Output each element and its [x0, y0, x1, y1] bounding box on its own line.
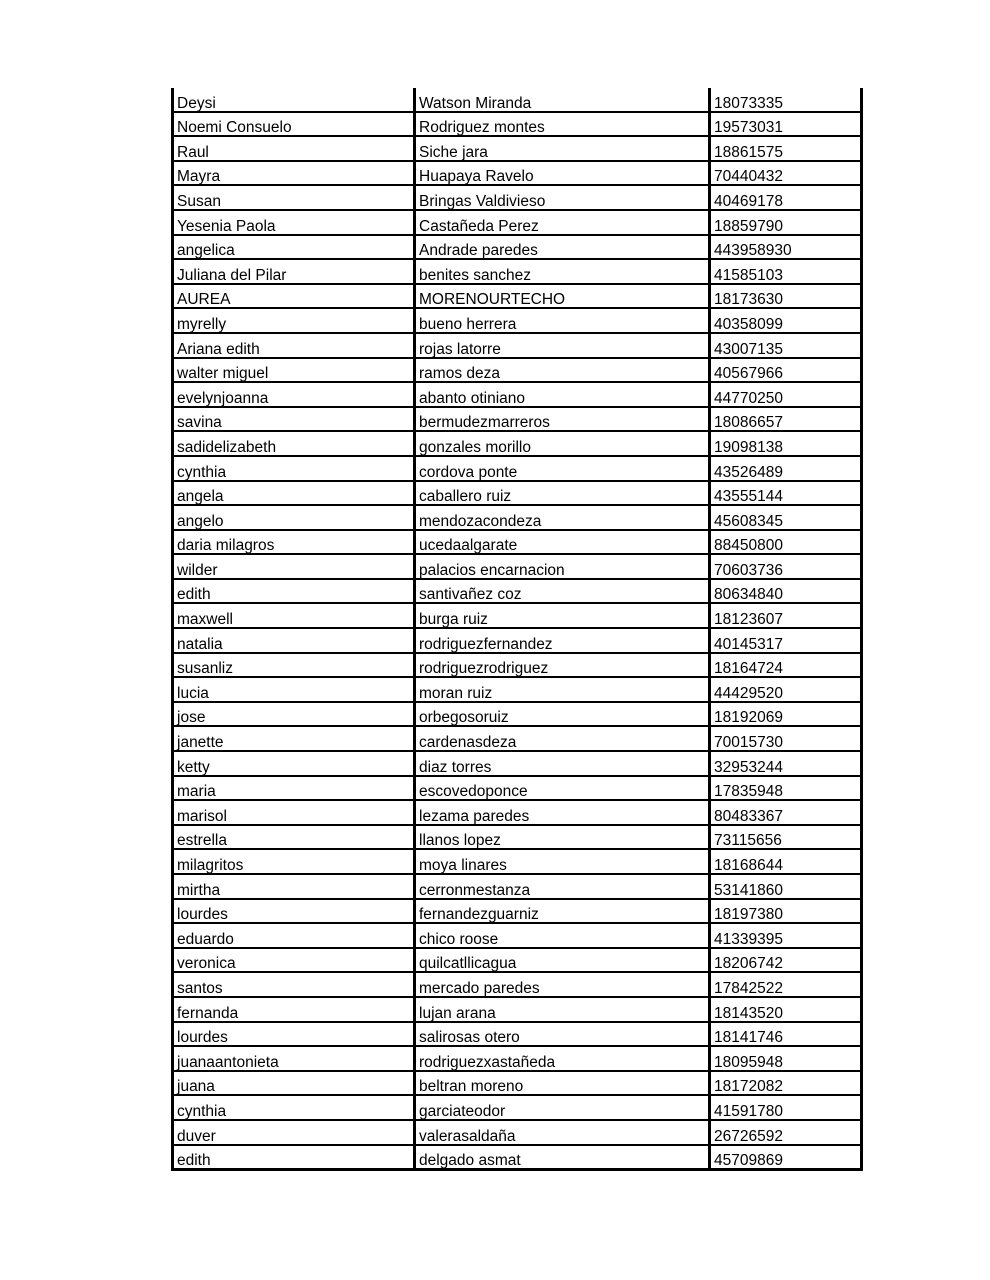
table-row	[173, 481, 862, 506]
last-name-cell: moya linares	[415, 849, 710, 874]
id-number-cell: 73115656	[710, 825, 862, 850]
first-name-cell: juana	[173, 1071, 415, 1096]
table-row	[173, 628, 862, 653]
table-row	[173, 185, 862, 210]
table-row	[173, 702, 862, 727]
last-name-cell: Huapaya Ravelo	[415, 161, 710, 186]
last-name-cell: rojas latorre	[415, 333, 710, 358]
last-name-cell: diaz torres	[415, 751, 710, 776]
id-number-cell: 18859790	[710, 210, 862, 235]
id-number-cell: 18197380	[710, 899, 862, 924]
first-name-cell: Yesenia Paola	[173, 210, 415, 235]
first-name-cell: susanliz	[173, 653, 415, 678]
id-number-cell: 18172082	[710, 1071, 862, 1096]
first-name-cell: AUREA	[173, 284, 415, 309]
table-row	[173, 407, 862, 432]
first-name-cell: juanaantonieta	[173, 1046, 415, 1071]
first-name-cell: milagritos	[173, 849, 415, 874]
table-row	[173, 382, 862, 407]
id-number-cell: 41585103	[710, 259, 862, 284]
last-name-cell: bueno herrera	[415, 308, 710, 333]
last-name-cell: ramos deza	[415, 358, 710, 383]
first-name-cell: estrella	[173, 825, 415, 850]
last-name-cell: Castañeda Perez	[415, 210, 710, 235]
first-name-cell: mirtha	[173, 874, 415, 899]
last-name-cell: llanos lopez	[415, 825, 710, 850]
first-name-cell: lourdes	[173, 1022, 415, 1047]
last-name-cell: beltran moreno	[415, 1071, 710, 1096]
first-name-cell: angelica	[173, 235, 415, 260]
records-table-body	[173, 88, 862, 1170]
table-row	[173, 1145, 862, 1170]
first-name-cell: Mayra	[173, 161, 415, 186]
id-number-cell: 40358099	[710, 308, 862, 333]
id-number-cell: 443958930	[710, 235, 862, 260]
last-name-cell: mercado paredes	[415, 972, 710, 997]
last-name-cell: delgado asmat	[415, 1145, 710, 1170]
id-number-cell: 41339395	[710, 923, 862, 948]
id-number-cell: 53141860	[710, 874, 862, 899]
first-name-cell: eduardo	[173, 923, 415, 948]
first-name-cell: savina	[173, 407, 415, 432]
first-name-cell: ketty	[173, 751, 415, 776]
id-number-cell: 19573031	[710, 112, 862, 137]
id-number-cell: 43555144	[710, 481, 862, 506]
id-number-cell: 40567966	[710, 358, 862, 383]
last-name-cell: Bringas Valdivieso	[415, 185, 710, 210]
first-name-cell: cynthia	[173, 1095, 415, 1120]
table-row	[173, 726, 862, 751]
first-name-cell: walter miguel	[173, 358, 415, 383]
id-number-cell: 44770250	[710, 382, 862, 407]
table-row	[173, 677, 862, 702]
id-number-cell: 45709869	[714, 1152, 783, 1170]
table-row	[173, 333, 862, 358]
last-name-cell: caballero ruiz	[415, 481, 710, 506]
last-name-cell: garciateodor	[415, 1095, 710, 1120]
id-number-cell: 18173630	[710, 284, 862, 309]
last-name-cell: cardenasdeza	[415, 726, 710, 751]
table-row	[173, 849, 862, 874]
id-number-cell: 18086657	[710, 407, 862, 432]
last-name-cell: gonzales morillo	[415, 431, 710, 456]
id-number-cell: 70440432	[710, 161, 862, 186]
id-number-cell: 88450800	[710, 530, 862, 555]
first-name-cell: maria	[173, 776, 415, 801]
table-row	[173, 161, 862, 186]
first-name-cell: edith	[173, 1145, 415, 1170]
id-number-cell: 18123607	[710, 603, 862, 628]
last-name-cell: bermudezmarreros	[415, 407, 710, 432]
last-name-cell: Watson Miranda	[415, 88, 710, 112]
last-name-cell: rodriguezrodriguez	[415, 653, 710, 678]
table-row	[173, 88, 862, 112]
id-number-cell: 41591780	[710, 1095, 862, 1120]
last-name-cell: orbegosoruiz	[415, 702, 710, 727]
first-name-cell: santos	[173, 972, 415, 997]
table-row	[173, 530, 862, 555]
table-row	[173, 431, 862, 456]
id-number-cell: 18073335	[710, 88, 862, 112]
table-row	[173, 235, 862, 260]
id-number-cell: 80634840	[710, 579, 862, 604]
id-number-cell: 32953244	[710, 751, 862, 776]
table-row	[173, 972, 862, 997]
id-number-cell: 19098138	[710, 431, 862, 456]
first-name-cell: veronica	[173, 948, 415, 973]
table-row	[173, 800, 862, 825]
last-name-cell: mendozacondeza	[415, 505, 710, 530]
table-row	[173, 1046, 862, 1071]
last-name-cell: quilcatllicagua	[415, 948, 710, 973]
last-name-cell: cerronmestanza	[415, 874, 710, 899]
table-row	[173, 948, 862, 973]
table-row	[173, 899, 862, 924]
id-number-cell: 44429520	[710, 677, 862, 702]
first-name-cell: Deysi	[173, 88, 415, 112]
id-number-cell: 18192069	[710, 702, 862, 727]
last-name-cell: burga ruiz	[415, 603, 710, 628]
id-number-cell: 45608345	[710, 505, 862, 530]
table-row	[173, 653, 862, 678]
table-row	[173, 284, 862, 309]
first-name-cell: edith	[173, 579, 415, 604]
first-name-cell: Ariana edith	[173, 333, 415, 358]
id-number-cell: 18143520	[710, 997, 862, 1022]
first-name-cell: natalia	[173, 628, 415, 653]
id-number-cell: 18095948	[710, 1046, 862, 1071]
id-number-cell: 18164724	[710, 653, 862, 678]
first-name-cell: jose	[173, 702, 415, 727]
id-number-cell: 40469178	[710, 185, 862, 210]
first-name-cell: Noemi Consuelo	[173, 112, 415, 137]
id-number-cell: 17835948	[710, 776, 862, 801]
table-row	[173, 751, 862, 776]
table-row	[173, 579, 862, 604]
first-name-cell: Raul	[173, 136, 415, 161]
first-name-cell: janette	[173, 726, 415, 751]
table-row	[173, 825, 862, 850]
table-row	[173, 112, 862, 137]
id-number-cell: 43007135	[710, 333, 862, 358]
last-name-cell: Andrade paredes	[415, 235, 710, 260]
id-number-cell: 80483367	[710, 800, 862, 825]
first-name-cell: angelo	[173, 505, 415, 530]
first-name-cell: wilder	[173, 554, 415, 579]
first-name-cell: fernanda	[173, 997, 415, 1022]
table-row	[173, 1071, 862, 1096]
id-number-cell: 18141746	[710, 1022, 862, 1047]
last-name-cell: santivañez coz	[415, 579, 710, 604]
first-name-cell: Susan	[173, 185, 415, 210]
id-number-cell: 18168644	[710, 849, 862, 874]
table-row	[173, 554, 862, 579]
last-name-cell: Rodriguez montes	[415, 112, 710, 137]
records-table	[171, 88, 863, 1171]
first-name-cell: daria milagros	[173, 530, 415, 555]
first-name-cell: Juliana del Pilar	[173, 259, 415, 284]
table-row	[173, 136, 862, 161]
last-name-cell: lezama paredes	[415, 800, 710, 825]
last-name-cell: lujan arana	[415, 997, 710, 1022]
last-name-cell: moran ruiz	[415, 677, 710, 702]
id-number-cell: 18861575	[710, 136, 862, 161]
last-name-cell: rodriguezfernandez	[415, 628, 710, 653]
first-name-cell: evelynjoanna	[173, 382, 415, 407]
last-name-cell: rodriguezxastañeda	[415, 1046, 710, 1071]
table-row	[173, 308, 862, 333]
last-name-cell: chico roose	[415, 923, 710, 948]
id-number-cell: 70603736	[710, 554, 862, 579]
last-name-cell: MORENOURTECHO	[415, 284, 710, 309]
first-name-cell: angela	[173, 481, 415, 506]
table-row	[173, 259, 862, 284]
table-row	[173, 1095, 862, 1120]
id-number-cell: 17842522	[710, 972, 862, 997]
id-number-cell: 18206742	[710, 948, 862, 973]
id-number-cell: 40145317	[710, 628, 862, 653]
last-name-cell: Siche jara	[415, 136, 710, 161]
id-number-cell: 70015730	[710, 726, 862, 751]
table-row	[173, 923, 862, 948]
first-name-cell: lourdes	[173, 899, 415, 924]
last-name-cell: ucedaalgarate	[415, 530, 710, 555]
last-name-cell: palacios encarnacion	[415, 554, 710, 579]
first-name-cell: marisol	[173, 800, 415, 825]
first-name-cell: lucia	[173, 677, 415, 702]
table-row	[173, 776, 862, 801]
table-row	[173, 874, 862, 899]
last-name-cell: cordova ponte	[415, 456, 710, 481]
table-row	[173, 210, 862, 235]
last-name-cell: fernandezguarniz	[415, 899, 710, 924]
table-row	[173, 505, 862, 530]
table-row	[173, 997, 862, 1022]
last-name-cell: valerasaldaña	[415, 1120, 710, 1145]
table-row	[173, 358, 862, 383]
first-name-cell: maxwell	[173, 603, 415, 628]
table-row	[173, 456, 862, 481]
last-name-cell: escovedoponce	[415, 776, 710, 801]
last-name-cell: abanto otiniano	[415, 382, 710, 407]
table-row	[173, 603, 862, 628]
id-number-cell: 43526489	[710, 456, 862, 481]
table-row	[173, 1022, 862, 1047]
first-name-cell: sadidelizabeth	[173, 431, 415, 456]
last-name-cell: benites sanchez	[415, 259, 710, 284]
first-name-cell: cynthia	[173, 456, 415, 481]
first-name-cell: duver	[173, 1120, 415, 1145]
id-number-cell: 26726592	[710, 1120, 862, 1145]
last-name-cell: salirosas otero	[415, 1022, 710, 1047]
first-name-cell: myrelly	[173, 308, 415, 333]
table-row	[173, 1120, 862, 1145]
